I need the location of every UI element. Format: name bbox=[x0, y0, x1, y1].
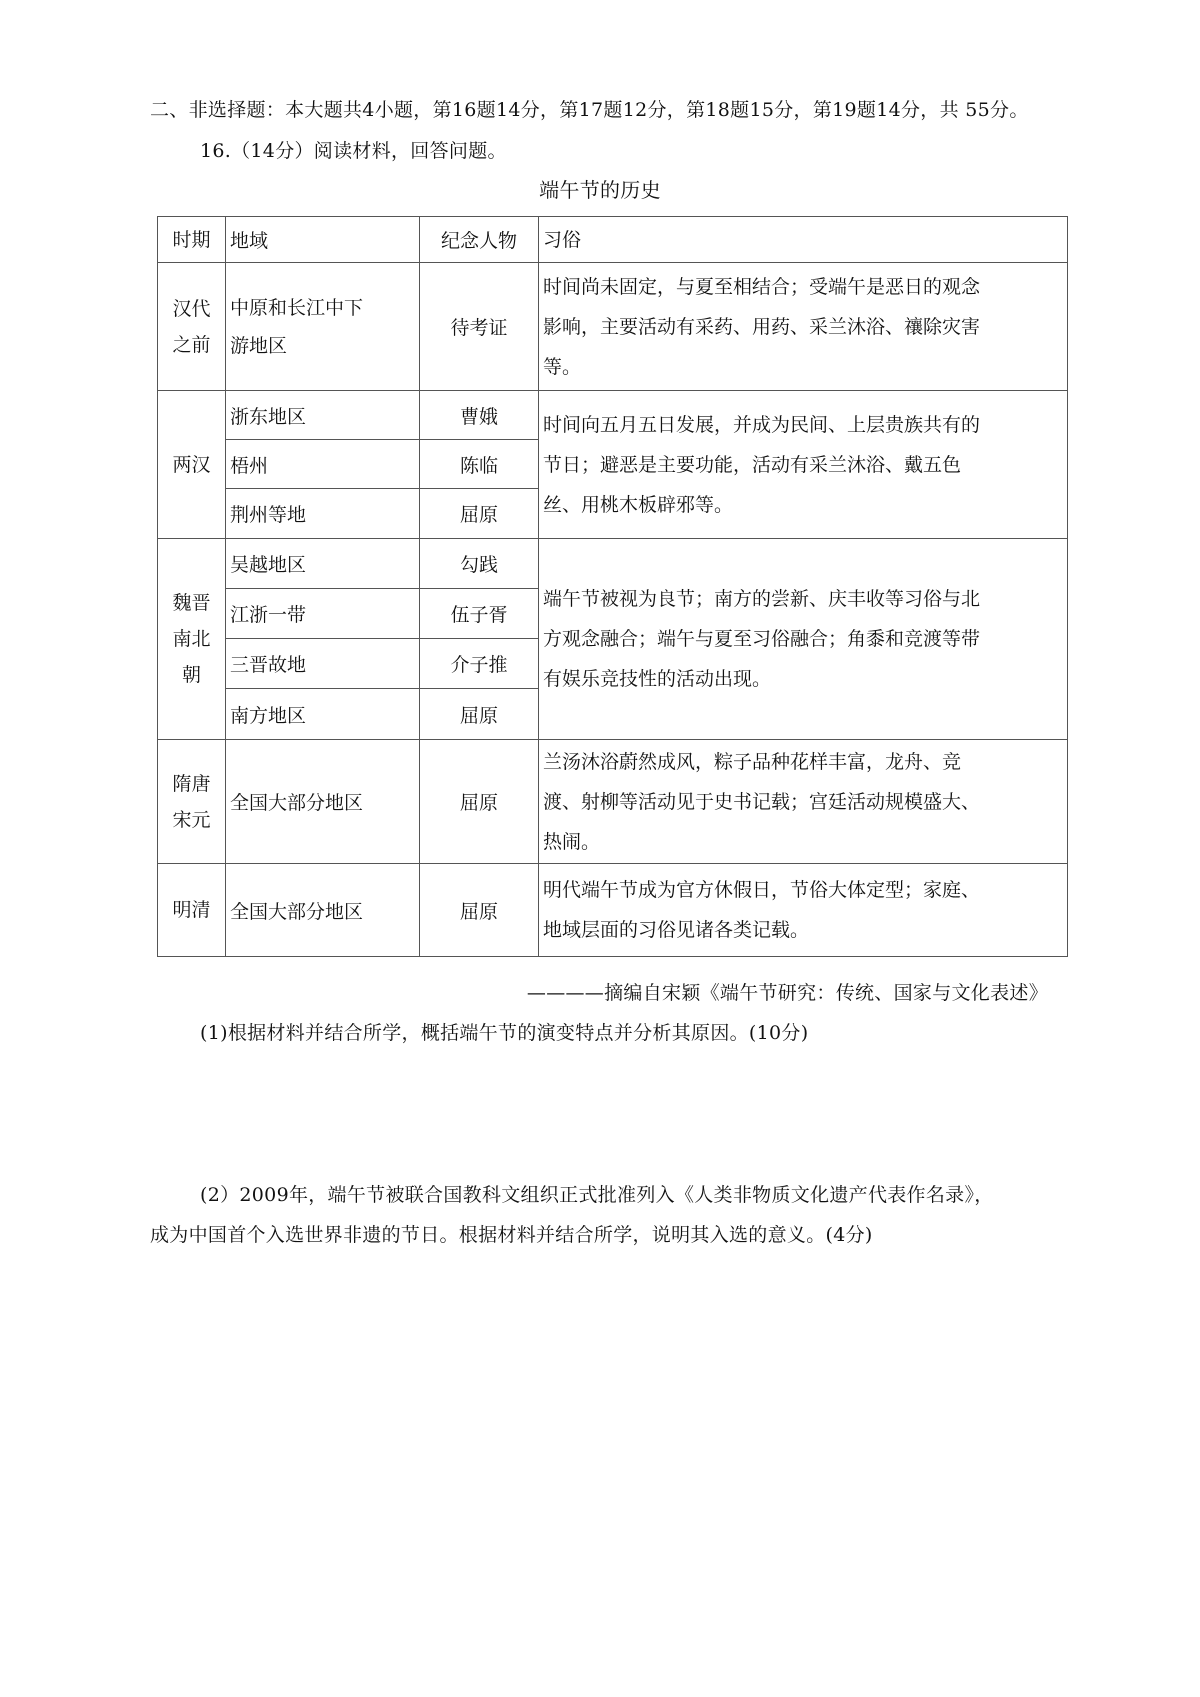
custom-cell: 时间向五月五日发展，并成为民间、上层贵族共有的节日；避恶是主要功能，活动有采兰沐浴、戴五色丝、用桃木板辟邪等。 bbox=[539, 391, 1068, 539]
period-cell: 汉代之前 bbox=[158, 263, 226, 391]
region-cell: 梧州 bbox=[226, 440, 420, 489]
figure-cell: 伍子胥 bbox=[420, 589, 539, 639]
table-row-han-before bbox=[158, 263, 1068, 391]
period-cell: 明清 bbox=[158, 864, 226, 957]
custom-cell: 时间尚未固定，与夏至相结合；受端午是恶日的观念影响，主要活动有采药、用药、采兰沐浴、禳除灾害等。 bbox=[539, 263, 1068, 391]
table-row-wei-jin-1 bbox=[158, 539, 1068, 589]
table-row-sui-tang bbox=[158, 740, 1068, 864]
table-header-row bbox=[158, 217, 1068, 263]
figure-cell: 屈原 bbox=[420, 864, 539, 957]
region-cell: 南方地区 bbox=[226, 689, 420, 740]
figure-cell: 陈临 bbox=[420, 440, 539, 489]
figure-cell: 勾践 bbox=[420, 539, 539, 589]
figure-cell: 曹娥 bbox=[420, 391, 539, 440]
region-cell: 荆州等地 bbox=[226, 489, 420, 539]
figure-cell: 屈原 bbox=[420, 489, 539, 539]
header-region: 地域 bbox=[226, 217, 420, 263]
table-title: 端午节的历史 bbox=[539, 178, 661, 202]
period-cell: 两汉 bbox=[158, 391, 226, 539]
region-cell: 吴越地区 bbox=[226, 539, 420, 589]
region-cell: 江浙一带 bbox=[226, 589, 420, 639]
figure-cell: 待考证 bbox=[420, 263, 539, 391]
question-16-part-2-line-2: 成为中国首个入选世界非遗的节日。根据材料并结合所学，说明其入选的意义。(4分) bbox=[150, 1224, 873, 1246]
region-cell: 浙东地区 bbox=[226, 391, 420, 440]
figure-cell: 介子推 bbox=[420, 639, 539, 689]
header-custom: 习俗 bbox=[539, 217, 1068, 263]
figure-cell: 屈原 bbox=[420, 740, 539, 864]
custom-cell: 端午节被视为良节；南方的尝新、庆丰收等习俗与北方观念融合；端午与夏至习俗融合；角黍和竞渡等带有娱乐竞技性的活动出现。 bbox=[539, 539, 1068, 740]
custom-cell: 明代端午节成为官方休假日，节俗大体定型；家庭、地域层面的习俗见诸各类记载。 bbox=[539, 864, 1068, 957]
table-row-two-han-1 bbox=[158, 391, 1068, 440]
header-figure: 纪念人物 bbox=[420, 217, 539, 263]
source-citation: ————摘编自宋颖《端午节研究：传统、国家与文化表述》 bbox=[526, 982, 1048, 1004]
question-16-part-1: (1)根据材料并结合所学，概括端午节的演变特点并分析其原因。(10分) bbox=[200, 1022, 809, 1044]
header-period: 时期 bbox=[158, 217, 226, 263]
region-cell: 中原和长江中下游地区 bbox=[226, 263, 420, 391]
figure-cell: 屈原 bbox=[420, 689, 539, 740]
section-heading: 二、非选择题：本大题共4小题，第16题14分，第17题12分，第18题15分，第19题14分，共 55分。 bbox=[150, 99, 1029, 121]
dragon-boat-history-table bbox=[157, 216, 1068, 957]
period-cell: 隋唐宋元 bbox=[158, 740, 226, 864]
period-cell: 魏晋南北朝 bbox=[158, 539, 226, 740]
region-cell: 全国大部分地区 bbox=[226, 864, 420, 957]
region-cell: 三晋故地 bbox=[226, 639, 420, 689]
question-16-part-2-line-1: (2）2009年，端午节被联合国教科文组织正式批准列入《人类非物质文化遗产代表作名录》， bbox=[200, 1184, 994, 1206]
custom-cell: 兰汤沐浴蔚然成风，粽子品种花样丰富，龙舟、竞渡、射柳等活动见于史书记载；宫廷活动规模盛大、热闹。 bbox=[539, 740, 1068, 864]
region-cell: 全国大部分地区 bbox=[226, 740, 420, 864]
question-16-stem: 16.（14分）阅读材料，回答问题。 bbox=[200, 140, 507, 162]
table-row-ming-qing bbox=[158, 864, 1068, 957]
